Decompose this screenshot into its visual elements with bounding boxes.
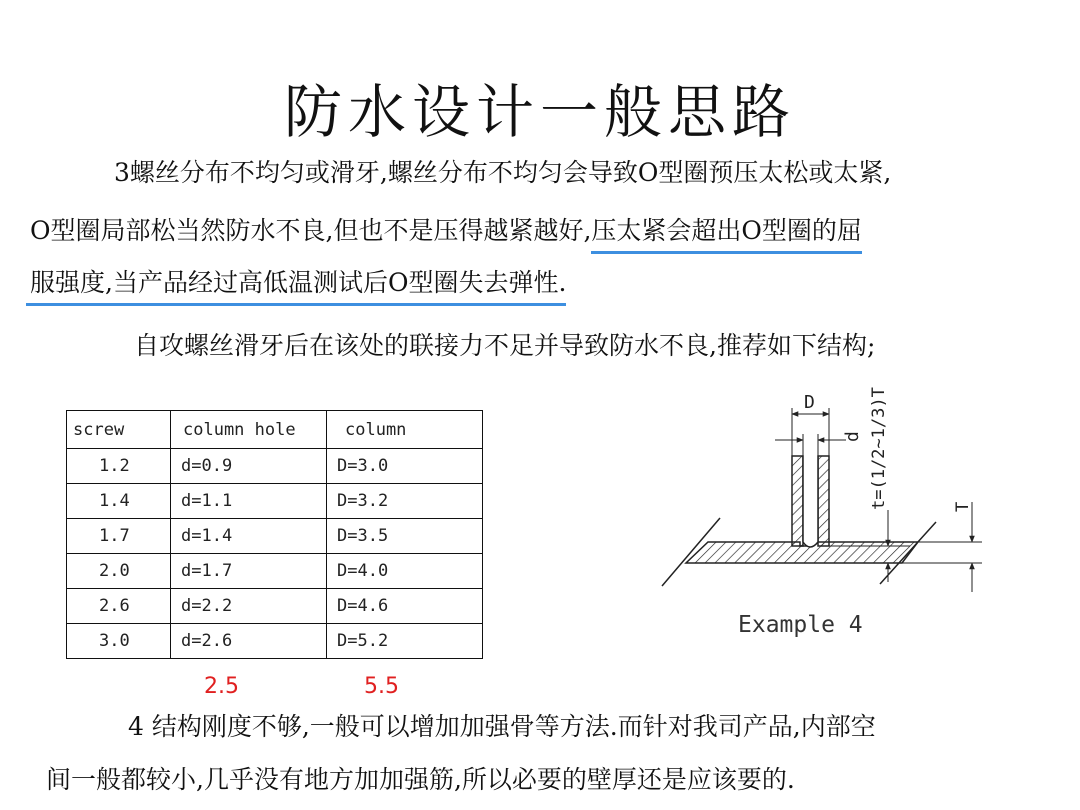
table-row xyxy=(67,624,483,659)
table-row xyxy=(67,519,483,554)
cell-column-hole: d=1.4 xyxy=(171,519,327,554)
label-D: D xyxy=(804,392,815,413)
paragraph-1-line-3 xyxy=(30,266,566,300)
header-column-hole: column hole xyxy=(171,411,327,449)
hole-bottom xyxy=(803,456,818,547)
paragraph-1-line-2 xyxy=(30,214,862,248)
label-t: t=(1/2~1/3)T xyxy=(869,387,889,510)
label-T: T xyxy=(953,501,973,512)
cell-column-hole: d=0.9 xyxy=(171,449,327,484)
example-caption: Example 4 xyxy=(738,612,863,638)
boss-section-drawing xyxy=(650,370,990,610)
paragraph-1-line-1: 3螺丝分布不均匀或滑牙,螺丝分布不均匀会导致O型圈预压太松或太紧, xyxy=(114,158,892,187)
cell-column-hole: d=2.6 xyxy=(171,624,327,659)
cell-column: D=3.2 xyxy=(327,484,483,519)
cell-screw: 1.4 xyxy=(67,484,171,519)
header-column: column xyxy=(327,411,483,449)
cell-column-hole: d=1.1 xyxy=(171,484,327,519)
cell-column: D=3.0 xyxy=(327,449,483,484)
boss-left-wall xyxy=(792,456,803,546)
table-header-row xyxy=(67,411,483,449)
header-screw: screw xyxy=(67,411,171,449)
cell-screw: 1.2 xyxy=(67,449,171,484)
cell-screw: 3.0 xyxy=(67,624,171,659)
cell-screw: 1.7 xyxy=(67,519,171,554)
table-row xyxy=(67,589,483,624)
cell-column-hole: d=1.7 xyxy=(171,554,327,589)
red-note-column: 5.5 xyxy=(364,674,399,699)
paragraph-1-line-2-plain: O型圈局部松当然防水不良,但也不是压得越紧越好, xyxy=(30,216,592,245)
paragraph-2: 自攻螺丝滑牙后在该处的联接力不足并导致防水不良,推荐如下结构; xyxy=(134,331,876,360)
cell-column: D=5.2 xyxy=(327,624,483,659)
table-row xyxy=(67,484,483,519)
table-row xyxy=(67,449,483,484)
cell-column: D=4.6 xyxy=(327,589,483,624)
paragraph-3-line-1: 4 结构刚度不够,一般可以增加加强骨等方法.而针对我司产品,内部空 xyxy=(128,712,876,741)
cell-screw: 2.0 xyxy=(67,554,171,589)
page-title: 防水设计一般思路 xyxy=(283,78,796,146)
cell-column-hole: d=2.2 xyxy=(171,589,327,624)
table-row xyxy=(67,554,483,589)
paragraph-3-line-2: 间一般都较小,几乎没有地方加加强筋,所以必要的壁厚还是应该要的. xyxy=(46,765,795,794)
cell-screw: 2.6 xyxy=(67,589,171,624)
boss-right-wall xyxy=(818,456,829,546)
paragraph-1-line-3-underlined: 服强度,当产品经过高低温测试后O型圈失去弹性. xyxy=(26,268,566,306)
label-d: d xyxy=(842,431,863,442)
cell-column: D=3.5 xyxy=(327,519,483,554)
cell-column: D=4.0 xyxy=(327,554,483,589)
red-note-column-hole: 2.5 xyxy=(204,674,239,699)
paragraph-1-line-2-underlined: 压太紧会超出O型圈的屈 xyxy=(591,216,862,254)
screw-spec-table xyxy=(66,410,483,659)
